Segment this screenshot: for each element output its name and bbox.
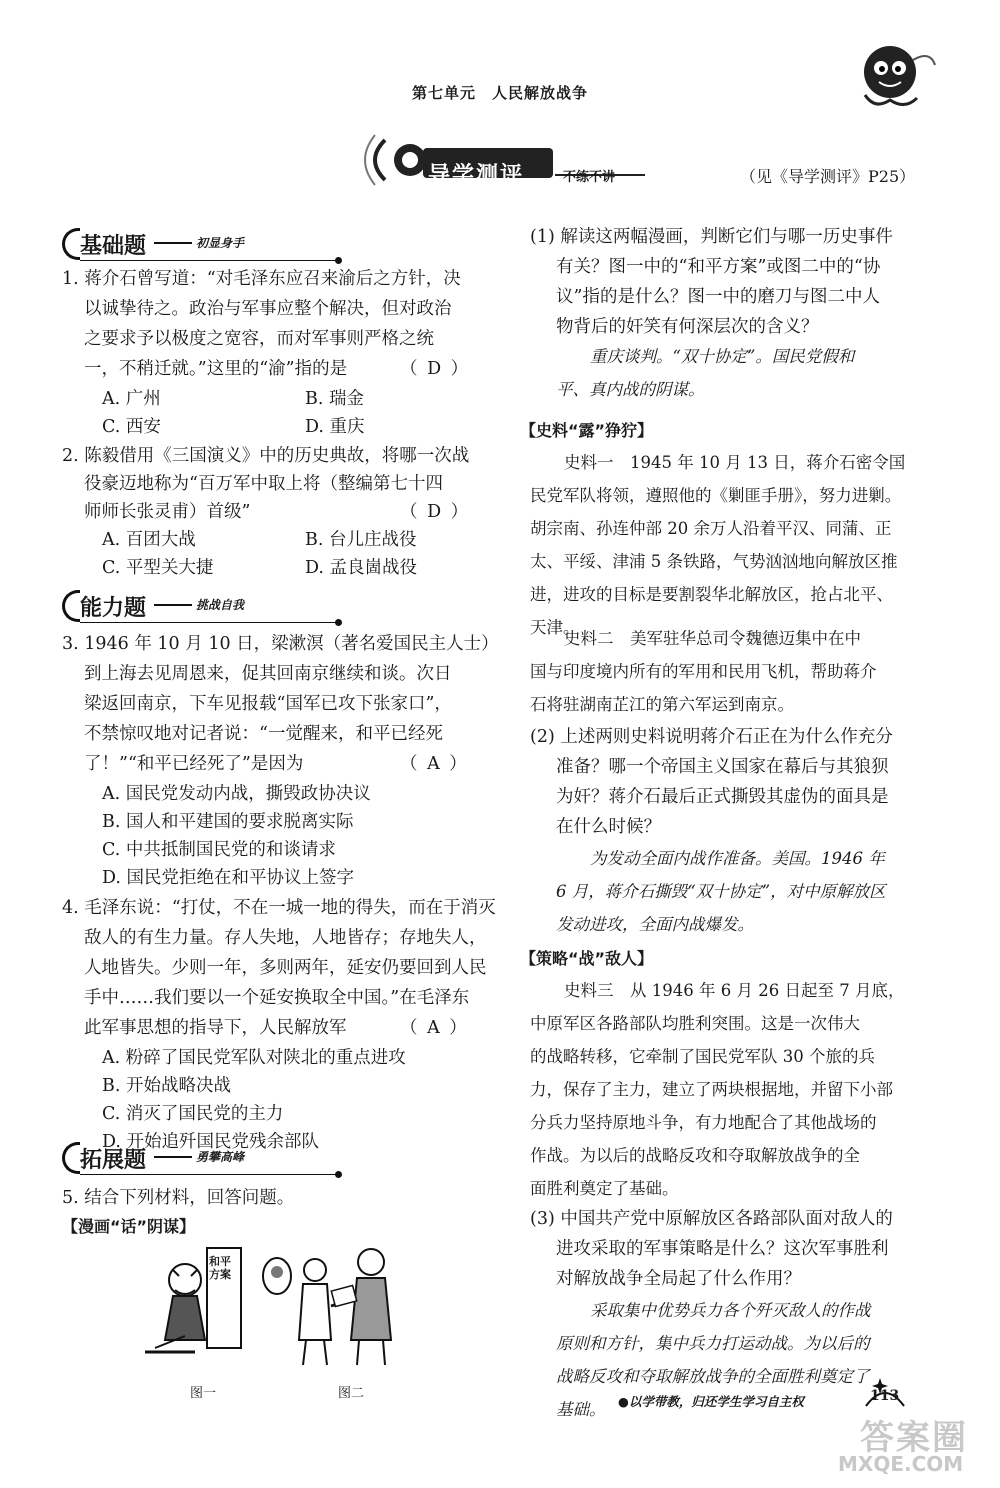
section-ability-sub: 挑战自我 xyxy=(196,598,245,612)
question-line: 议”指的是什么？图一中的磨刀与图二中人 xyxy=(556,287,880,307)
question-line: 手中……我们要以一个延安换取全中国。”在毛泽东 xyxy=(84,988,470,1008)
source-line: 作战。为以后的战略反攻和夺取解放战争的全 xyxy=(530,1146,860,1165)
question-line: 不禁惊叹地对记者说：“一觉醒来，和平已经死 xyxy=(84,724,443,744)
banner-subtitle: 不练不讲 xyxy=(563,170,616,185)
option: B. 国人和平建国的要求脱离实际 xyxy=(102,812,354,832)
option: C. 平型关大捷 xyxy=(102,558,214,578)
option: B. 开始战略决战 xyxy=(102,1076,231,1096)
question-line: 3. 1946 年 10 月 10 日，梁漱溟（著名爱国民主人士） xyxy=(62,634,499,654)
source-line: 民党军队将领，遵照他的《剿匪手册》，努力进剿。 xyxy=(530,486,902,505)
footer-slogan: ●以学带教，归还学生学习自主权 xyxy=(618,1394,804,1409)
option: A. 百团大战 xyxy=(102,530,196,550)
source-line: 史料三 从 1946 年 6 月 26 日起至 7 月底， xyxy=(564,981,905,1000)
section-dash xyxy=(154,242,192,244)
question-line: (1) 解读这两幅漫画，判断它们与哪一历史事件 xyxy=(530,227,893,247)
question-line: 准备？哪一个帝国主义国家在幕后与其狼狈 xyxy=(556,757,889,777)
section-extend-sub: 勇攀高峰 xyxy=(196,1150,245,1164)
answer: （ A ） xyxy=(400,754,469,774)
answer-1 xyxy=(530,340,854,406)
question-line: 此军事思想的指导下，人民解放军 xyxy=(84,1018,347,1038)
question-line: 到上海去见周恩来，促其回南京继续和谈。次日 xyxy=(84,664,452,684)
source-line: 石将驻湖南芷江的第六军运到南京。 xyxy=(530,695,794,714)
option: C. 西安 xyxy=(102,417,161,437)
sub-question-1 xyxy=(530,222,893,342)
source-line: 胡宗南、孙连仲部 20 余万人沿着平汉、同蒲、正 xyxy=(530,519,892,538)
question-line: 2. 陈毅借用《三国演义》中的历史典故，将哪一次战 xyxy=(62,446,470,466)
source-3 xyxy=(530,974,904,1205)
question-line: 对解放战争全局起了什么作用？ xyxy=(556,1269,801,1289)
section-bracket xyxy=(62,228,80,260)
option: B. 台儿庄战役 xyxy=(305,530,417,550)
option: D. 开始追歼国民党残余部队 xyxy=(102,1132,320,1152)
page-number: 113 xyxy=(870,1388,900,1404)
source-line: 力，保存了主力，建立了两块根据地，并留下小部 xyxy=(530,1080,893,1099)
option: B. 瑞金 xyxy=(305,389,364,409)
question-line: 了！”“和平已经死了”是因为 xyxy=(84,754,304,774)
section-ability-name: 能力题 xyxy=(80,596,147,621)
option: D. 孟良崮战役 xyxy=(305,558,418,578)
section-extend-name: 拓展题 xyxy=(80,1148,147,1173)
option: D. 国民党拒绝在和平协议上签字 xyxy=(102,868,355,888)
sub-question-3 xyxy=(530,1204,893,1294)
option: A. 国民党发动内战，撕毁政协决议 xyxy=(102,784,371,804)
figure-2-caption: 图二 xyxy=(338,1386,365,1401)
source-line: 天津。 xyxy=(530,618,580,637)
option: A. 广州 xyxy=(102,389,161,409)
section-basic xyxy=(62,226,352,262)
section-extend xyxy=(62,1140,352,1176)
question-line: 物背后的奸笑有何深层次的含义？ xyxy=(556,317,819,337)
figure-1-caption: 图一 xyxy=(190,1386,217,1401)
section-basic-sub: 初显身手 xyxy=(196,236,245,250)
answer-line: 采取集中优势兵力各个歼灭敌人的作战 xyxy=(590,1301,871,1320)
cartoon-image xyxy=(135,1240,405,1375)
peace-plan-sign: 和平方案 xyxy=(209,1255,231,1281)
option: C. 中共抵制国民党的和谈请求 xyxy=(102,840,336,860)
banner-title: 导学测评 xyxy=(428,163,525,188)
question-line: 役豪迈地称为“百万军中取上将（整编第七十四 xyxy=(84,474,443,494)
source-line: 太、平绥、津浦 5 条铁路，气势汹汹地向解放区推 xyxy=(530,552,898,571)
source-line: 分兵力坚持原地斗争，有力地配合了其他战场的 xyxy=(530,1113,877,1132)
source-line: 进，进攻的目标是要割裂华北解放区，抢占北平、 xyxy=(530,585,893,604)
sub-question-2 xyxy=(530,722,893,842)
watermark-logo-text: 答案圈 xyxy=(860,1418,968,1458)
watermark-url: MXQE.COM xyxy=(838,1452,964,1476)
question-line: 敌人的有生力量。存人失地，人地皆存；存地失人， xyxy=(84,928,487,948)
question-line: 师师长张灵甫）首级” xyxy=(84,502,251,522)
source-line: 中原军区各路部队均胜利突围。这是一次伟大 xyxy=(530,1014,860,1033)
source-line: 史料一 1945 年 10 月 13 日，蒋介石密令国 xyxy=(564,453,906,472)
answer: （ D ） xyxy=(400,502,471,522)
option: D. 重庆 xyxy=(305,417,365,437)
source-tag-2: 【史料“露”狰狞】 xyxy=(520,421,654,440)
section-underline xyxy=(80,1174,340,1175)
answer-line: 为发动全面内战作准备。美国。1946 年 xyxy=(590,849,885,868)
question-line: (2) 上述两则史料说明蒋介石正在为什么作充分 xyxy=(530,727,893,747)
source-line: 的战略转移，它牵制了国民党军队 30 个旅的兵 xyxy=(530,1047,875,1066)
option: C. 消灭了国民党的主力 xyxy=(102,1104,284,1124)
answer: （ D ） xyxy=(400,359,471,379)
source-1 xyxy=(530,446,905,644)
source-2 xyxy=(530,622,877,721)
question-5-stem: 5. 结合下列材料，回答问题。 xyxy=(62,1188,295,1208)
answer-line: 平、真内战的阴谋。 xyxy=(556,380,705,399)
source-tag-3: 【策略“战”敌人】 xyxy=(520,949,654,968)
section-dash xyxy=(154,604,192,606)
question-line: 人地皆失。少则一年，多则两年，延安仍要回到人民 xyxy=(84,958,487,978)
section-underline xyxy=(80,260,340,261)
question-line: 梁返回南京，下车见报载“国军已攻下张家口”， xyxy=(84,694,452,714)
question-line: 有关？图一中的“和平方案”或图二中的“协 xyxy=(556,257,881,277)
source-line: 面胜利奠定了基础。 xyxy=(530,1179,679,1198)
section-bracket xyxy=(62,1142,80,1174)
mascot-icon xyxy=(835,40,945,115)
section-bracket xyxy=(62,590,80,622)
question-line: 之要求予以极度之宽容，而对军事则严格之统 xyxy=(84,329,434,349)
section-ability xyxy=(62,588,352,624)
question-line: (3) 中国共产党中原解放区各路部队面对敌人的 xyxy=(530,1209,893,1229)
answer-line: 发动进攻，全面内战爆发。 xyxy=(556,915,754,934)
option: A. 粉碎了国民党军队对陕北的重点进攻 xyxy=(102,1048,406,1068)
question-line: 进攻采取的军事策略是什么？这次军事胜利 xyxy=(556,1239,889,1259)
answer: （ A ） xyxy=(400,1018,469,1038)
question-line: 1. 蒋介石曾写道：“对毛泽东应召来渝后之方针，决 xyxy=(62,269,461,289)
unit-title: 第七单元 人民解放战争 xyxy=(411,84,588,102)
answer-line: 原则和方针，集中兵力打运动战。为以后的 xyxy=(556,1334,870,1353)
question-line: 在什么时候？ xyxy=(556,817,661,837)
answer-line: 战略反攻和夺取解放战争的全面胜利奠定了 xyxy=(556,1367,870,1386)
answer-line: 6 月，蒋介石撕毁“双十协定”，对中原解放区 xyxy=(556,882,886,901)
reference-note: （见《导学测评》P25） xyxy=(740,167,916,186)
cartoon-tag: 【漫画“话”阴谋】 xyxy=(62,1217,196,1236)
answer-line: 基础。 xyxy=(556,1400,606,1419)
question-line: 一，不稍迁就。”这里的“渝”指的是 xyxy=(84,359,348,379)
question-line: 4. 毛泽东说：“打仗，不在一城一地的得失，而在于消灭 xyxy=(62,898,496,918)
source-line: 国与印度境内所有的军用和民用飞机，帮助蒋介 xyxy=(530,662,877,681)
answer-line: 重庆谈判。“双十协定”。国民党假和 xyxy=(590,347,855,366)
question-line: 以诚挚待之。政治与军事应整个解决，但对政治 xyxy=(84,299,452,319)
section-underline xyxy=(80,622,340,623)
section-dash xyxy=(154,1156,192,1158)
answer-2 xyxy=(530,842,886,941)
question-line: 为奸？蒋介石最后正式撕毁其虚伪的面具是 xyxy=(556,787,889,807)
source-line: 史料二 美军驻华总司令魏德迈集中在中 xyxy=(564,629,861,648)
section-basic-name: 基础题 xyxy=(80,234,147,259)
